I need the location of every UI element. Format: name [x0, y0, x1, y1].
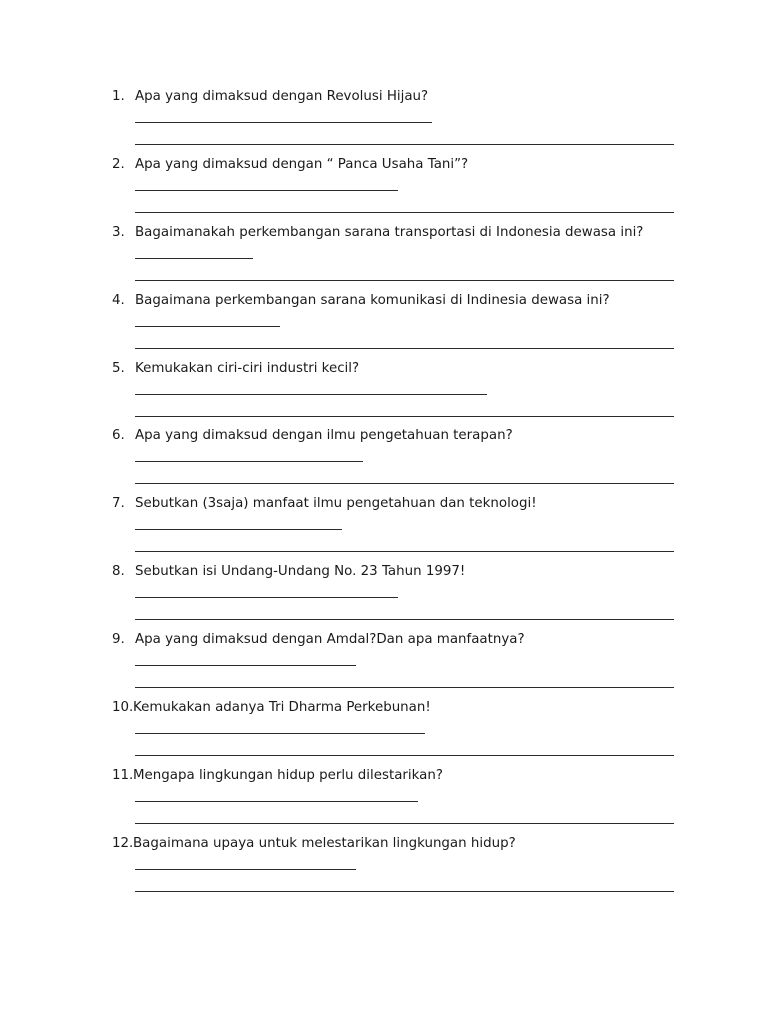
question-text: Sebutkan (3saja) manfaat ilmu pengetahuan dan teknologi! [135, 496, 537, 512]
answer-line [135, 529, 342, 530]
answer-line [135, 687, 674, 688]
question-text: Bagaimana upaya untuk melestarikan lingkungan hidup? [133, 835, 516, 851]
answer-line [135, 280, 674, 281]
question-number: 11. [112, 767, 134, 783]
question-number: 12. [112, 835, 134, 851]
question-number: 10. [112, 700, 134, 716]
question-number: 8. [112, 564, 125, 580]
answer-line [135, 258, 253, 259]
question-item [112, 86, 674, 154]
question-text: Apa yang dimaksud dengan “ Panca Usaha Tani”? [135, 156, 469, 172]
question-text: Kemukakan ciri-ciri industri kecil? [135, 360, 360, 376]
question-item [112, 561, 674, 629]
answer-line [135, 190, 398, 191]
question-item [112, 425, 674, 493]
answer-line [135, 326, 280, 327]
answer-line [135, 891, 674, 892]
question-text: Bagaimanakah perkembangan sarana transportasi di Indonesia dewasa ini? [135, 224, 644, 240]
answer-line [135, 144, 674, 145]
question-item [112, 358, 674, 426]
answer-line [135, 551, 674, 552]
question-text: Kemukakan adanya Tri Dharma Perkebunan! [133, 700, 431, 716]
answer-line [135, 212, 674, 213]
question-item [112, 154, 674, 222]
question-item [112, 290, 674, 358]
question-number: 2. [112, 156, 125, 172]
answer-line [135, 619, 674, 620]
question-text: Apa yang dimaksud dengan ilmu pengetahuan terapan? [135, 428, 513, 444]
question-number: 6. [112, 428, 125, 444]
answer-line [135, 394, 487, 395]
question-text: Apa yang dimaksud dengan Revolusi Hijau? [135, 89, 429, 104]
question-number: 3. [112, 224, 125, 240]
answer-line [135, 597, 398, 598]
question-number: 5. [112, 360, 125, 376]
answer-line [135, 801, 418, 802]
answer-line [135, 755, 674, 756]
question-item [112, 697, 674, 765]
question-list [112, 86, 674, 901]
question-item [112, 222, 674, 290]
question-text: Sebutkan isi Undang-Undang No. 23 Tahun 1997! [135, 564, 466, 580]
answer-line [135, 665, 356, 666]
answer-line [135, 416, 674, 417]
question-item [112, 629, 674, 697]
answer-line [135, 348, 674, 349]
answer-line [135, 823, 674, 824]
question-text: Mengapa lingkungan hidup perlu dilestarikan? [133, 767, 443, 783]
question-item [112, 765, 674, 833]
question-item [112, 833, 674, 901]
answer-line [135, 869, 356, 870]
question-text: Bagaimana perkembangan sarana komunikasi di Indinesia dewasa ini? [135, 292, 610, 308]
answer-line [135, 733, 425, 734]
question-item [112, 493, 674, 561]
answer-line [135, 122, 432, 123]
answer-line [135, 483, 674, 484]
question-number: 1. [112, 89, 125, 104]
question-number: 4. [112, 292, 125, 308]
question-text: Apa yang dimaksud dengan Amdal?Dan apa manfaatnya? [135, 632, 525, 648]
question-number: 7. [112, 496, 125, 512]
question-number: 9. [112, 632, 125, 648]
answer-line [135, 461, 363, 462]
